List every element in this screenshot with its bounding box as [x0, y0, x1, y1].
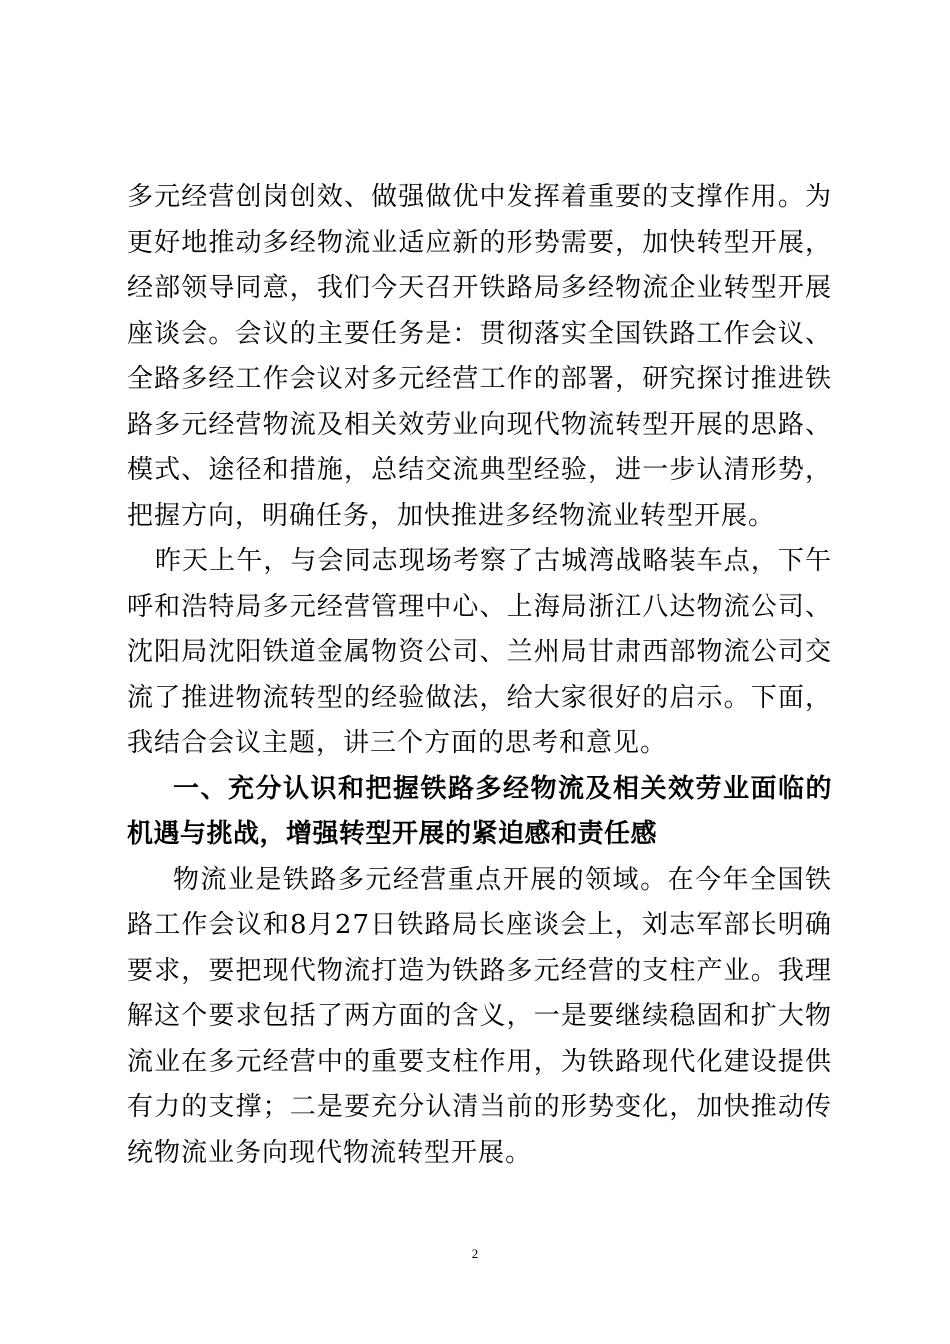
paragraph-logistics: 物流业是铁路多元经营重点开展的领域。在今年全国铁路工作会议和8月27日铁路局长座谈会上，刘志军部长明确要求，要把现代物流打造为铁路多元经营的支柱产业。我理解这个要求包括了两方面的含义，一是要继续稳固和扩大物流业在多元经营中的重要支柱作用，为铁路现代化建设提供有力的支撑；二是要充分认清当前的形势变化，加快推动传统物流业务向现代物流转型开展。	[127, 864, 832, 1168]
paragraph-continuation: 多元经营创岗创效、做强做优中发挥着重要的支撑作用。为更好地推动多经物流业适应新的形势需要，加快转型开展，经部领导同意，我们今天召开铁路局多经物流企业转型开展座谈会。会议的主要任务是：贯彻落实全国铁路工作会议、全路多经工作会议对多元经营工作的部署，研究探讨推进铁路多元经营物流及相关效劳业向现代物流转型开展的思路、模式、途径和措施，总结交流典型经验，进一步认清形势，把握方向，明确任务，加快推进多经物流业转型开展。	[127, 182, 832, 531]
paragraph-meeting-visit: 昨天上午，与会同志现场考察了古城湾战略装车点，下午呼和浩特局多元经营管理中心、上海局浙江八达物流公司、沈阳局沈阳铁道金属物资公司、兰州局甘肃西部物流公司交流了推进物流转型的经验做法，给大家很好的启示。下面，我结合会议主题，讲三个方面的思考和意见。	[127, 546, 832, 758]
document-body	[127, 175, 832, 1176]
page-number: 2	[471, 1246, 479, 1261]
section-heading-1: 一、充分认识和把握铁路多经物流及相关效劳业面临的机遇与挑战，增强转型开展的紧迫感和责任感	[127, 773, 832, 849]
